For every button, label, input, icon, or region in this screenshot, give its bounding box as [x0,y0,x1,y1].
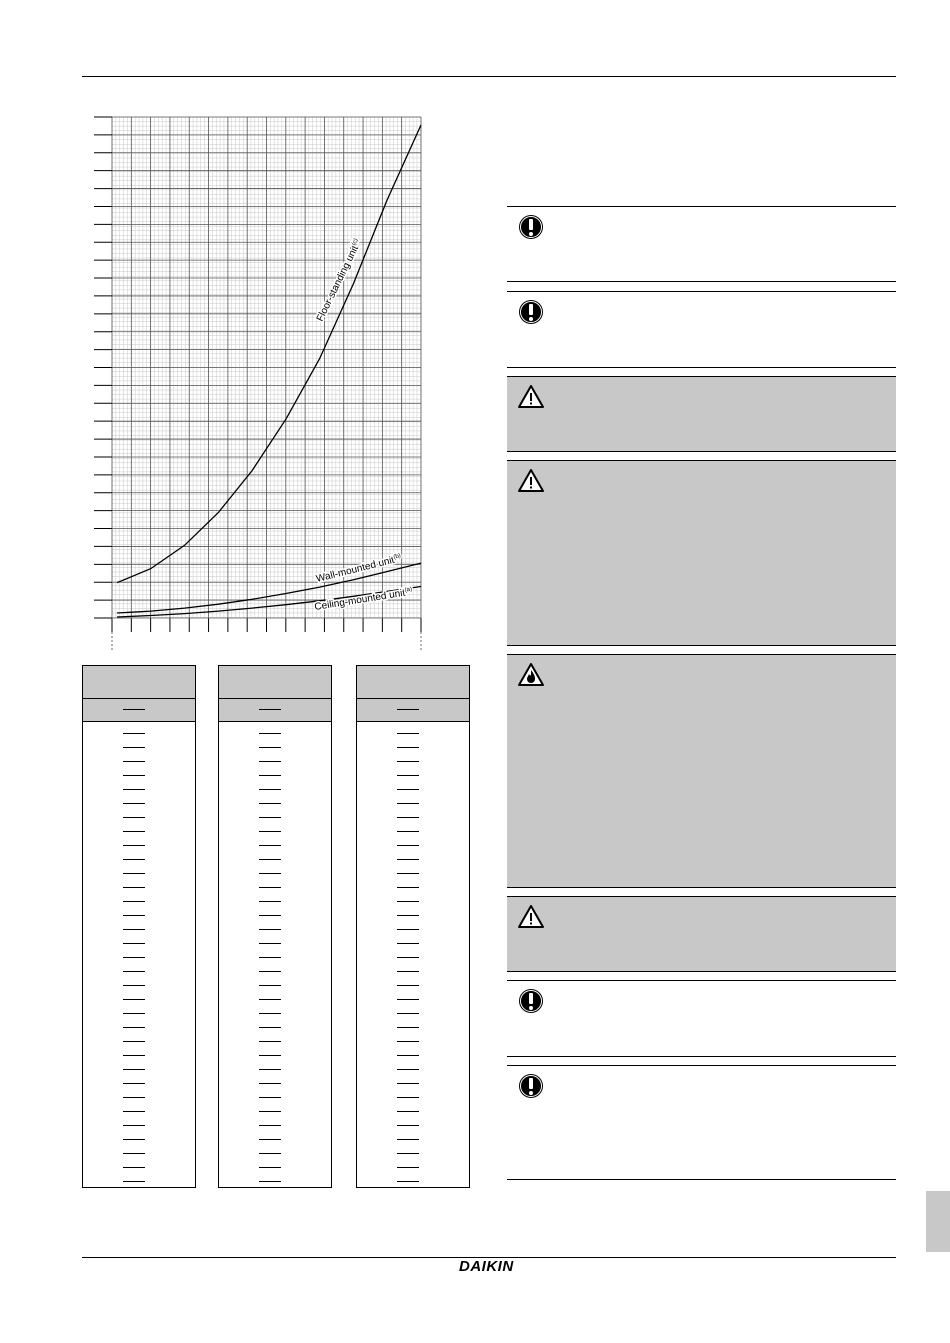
table-row-rule [397,845,419,846]
table-row-rule [123,1111,145,1112]
table-row-rule [123,1055,145,1056]
table-row-rule [123,1097,145,1098]
table-subheader [83,699,195,722]
notice-box [507,206,896,282]
table-1 [82,665,196,1188]
table-row-rule [397,775,419,776]
table-row-rule [123,901,145,902]
table-row-rule [123,1181,145,1182]
warning-box [507,460,896,646]
curve-label-2: Ceiling-mounted unit$^{(a)}$ [313,586,413,613]
chart [0,0,480,660]
table-row-rule [259,943,281,944]
table-row-rule [259,1083,281,1084]
table-row-rule [259,1013,281,1014]
table-header [83,666,195,699]
section-tab [926,1191,950,1252]
table-row-rule [259,789,281,790]
table-header [357,666,469,699]
table-row-rule [259,775,281,776]
table-row-rule [397,1097,419,1098]
table-2 [218,665,332,1188]
table-row-rule [123,915,145,916]
table-row-rule [259,957,281,958]
table-row-rule [397,831,419,832]
table-row-rule [259,1153,281,1154]
warning-icon [517,383,545,411]
table-row-rule [123,1167,145,1168]
table-3 [356,665,470,1188]
table-row-rule [259,1181,281,1182]
table-row-rule [259,1167,281,1168]
table-row-rule [123,803,145,804]
table-row-rule [397,943,419,944]
flammable-warning-icon [517,661,545,689]
notice-icon [517,298,545,326]
table-row-rule [123,789,145,790]
table-row-rule [397,1069,419,1070]
notice-icon [517,1072,545,1100]
table-row-rule [397,873,419,874]
table-row-rule [259,803,281,804]
curve-label-0: Floor-standing unit$^{(c)}$ [314,237,362,324]
table-row-rule [259,873,281,874]
table-row-rule [123,929,145,930]
table-row-rule [259,859,281,860]
curve-1 [117,563,421,613]
table-row-rule [397,1013,419,1014]
brand-logo: DAIKIN [459,1258,514,1275]
table-row-rule [397,915,419,916]
table-row-rule [259,971,281,972]
table-row-rule [397,1055,419,1056]
notice-box [507,1065,896,1180]
warning-icon [517,467,545,495]
table-row-rule [397,817,419,818]
table-row-rule [259,831,281,832]
table-row-rule [397,1083,419,1084]
table-row-rule [123,733,145,734]
table-row-rule [123,943,145,944]
table-row-rule [123,873,145,874]
table-row-rule [397,747,419,748]
table-subheader [357,699,469,722]
table-row-rule [259,901,281,902]
table-row-rule [259,761,281,762]
table-row-rule [397,1111,419,1112]
table-row-rule [259,1055,281,1056]
chart-labels [314,238,414,613]
table-row-rule [259,1111,281,1112]
table-row-rule [123,1083,145,1084]
table-row-rule [259,1041,281,1042]
table-row-rule [259,1125,281,1126]
table-row-rule [123,747,145,748]
table-row-rule [123,999,145,1000]
table-row-rule [397,789,419,790]
table-row-rule [259,1027,281,1028]
table-row-rule [259,1097,281,1098]
notice-box [507,291,896,368]
table-row-rule [259,915,281,916]
table-row-rule [123,817,145,818]
table-row-rule [397,1153,419,1154]
table-row-rule [123,1041,145,1042]
table-row-rule [397,999,419,1000]
table-row-rule [397,733,419,734]
table-row-rule [259,1139,281,1140]
table-row-rule [123,1153,145,1154]
table-row-rule [259,817,281,818]
table-row-rule [123,1139,145,1140]
table-row-rule [123,1125,145,1126]
table-row-rule [123,957,145,958]
table-row-rule [123,831,145,832]
table-row-rule [397,1125,419,1126]
flammable-warning-box [507,654,896,888]
notice-icon [517,213,545,241]
table-row-rule [397,929,419,930]
table-row-rule [123,971,145,972]
warning-box [507,376,896,452]
table-row-rule [123,985,145,986]
table-row-rule [397,761,419,762]
table-row-rule [259,747,281,748]
table-row-rule [123,887,145,888]
table-row-rule [397,1041,419,1042]
table-row-rule [397,971,419,972]
table-row-rule [123,761,145,762]
table-header [219,666,331,699]
table-row-rule [123,1013,145,1014]
notice-box [507,980,896,1057]
table-row-rule [259,929,281,930]
table-row-rule [397,957,419,958]
table-row-rule [259,887,281,888]
table-subheader [219,699,331,722]
table-row-rule [397,803,419,804]
table-row-rule [397,1027,419,1028]
warning-icon [517,903,545,931]
table-row-rule [397,901,419,902]
table-row-rule [123,775,145,776]
table-row-rule [123,845,145,846]
table-row-rule [397,1181,419,1182]
table-row-rule [397,985,419,986]
table-row-rule [259,1069,281,1070]
table-row-rule [397,859,419,860]
table-row-rule [123,1069,145,1070]
table-row-rule [259,985,281,986]
table-row-rule [397,1167,419,1168]
table-row-rule [259,733,281,734]
warning-box [507,896,896,972]
table-row-rule [123,859,145,860]
table-row-rule [397,887,419,888]
table-row-rule [397,1139,419,1140]
curve-label-1: Wall-mounted unit$^{(b)}$ [315,553,402,585]
table-row-rule [123,1027,145,1028]
notice-icon [517,987,545,1015]
table-row-rule [259,999,281,1000]
table-row-rule [259,845,281,846]
